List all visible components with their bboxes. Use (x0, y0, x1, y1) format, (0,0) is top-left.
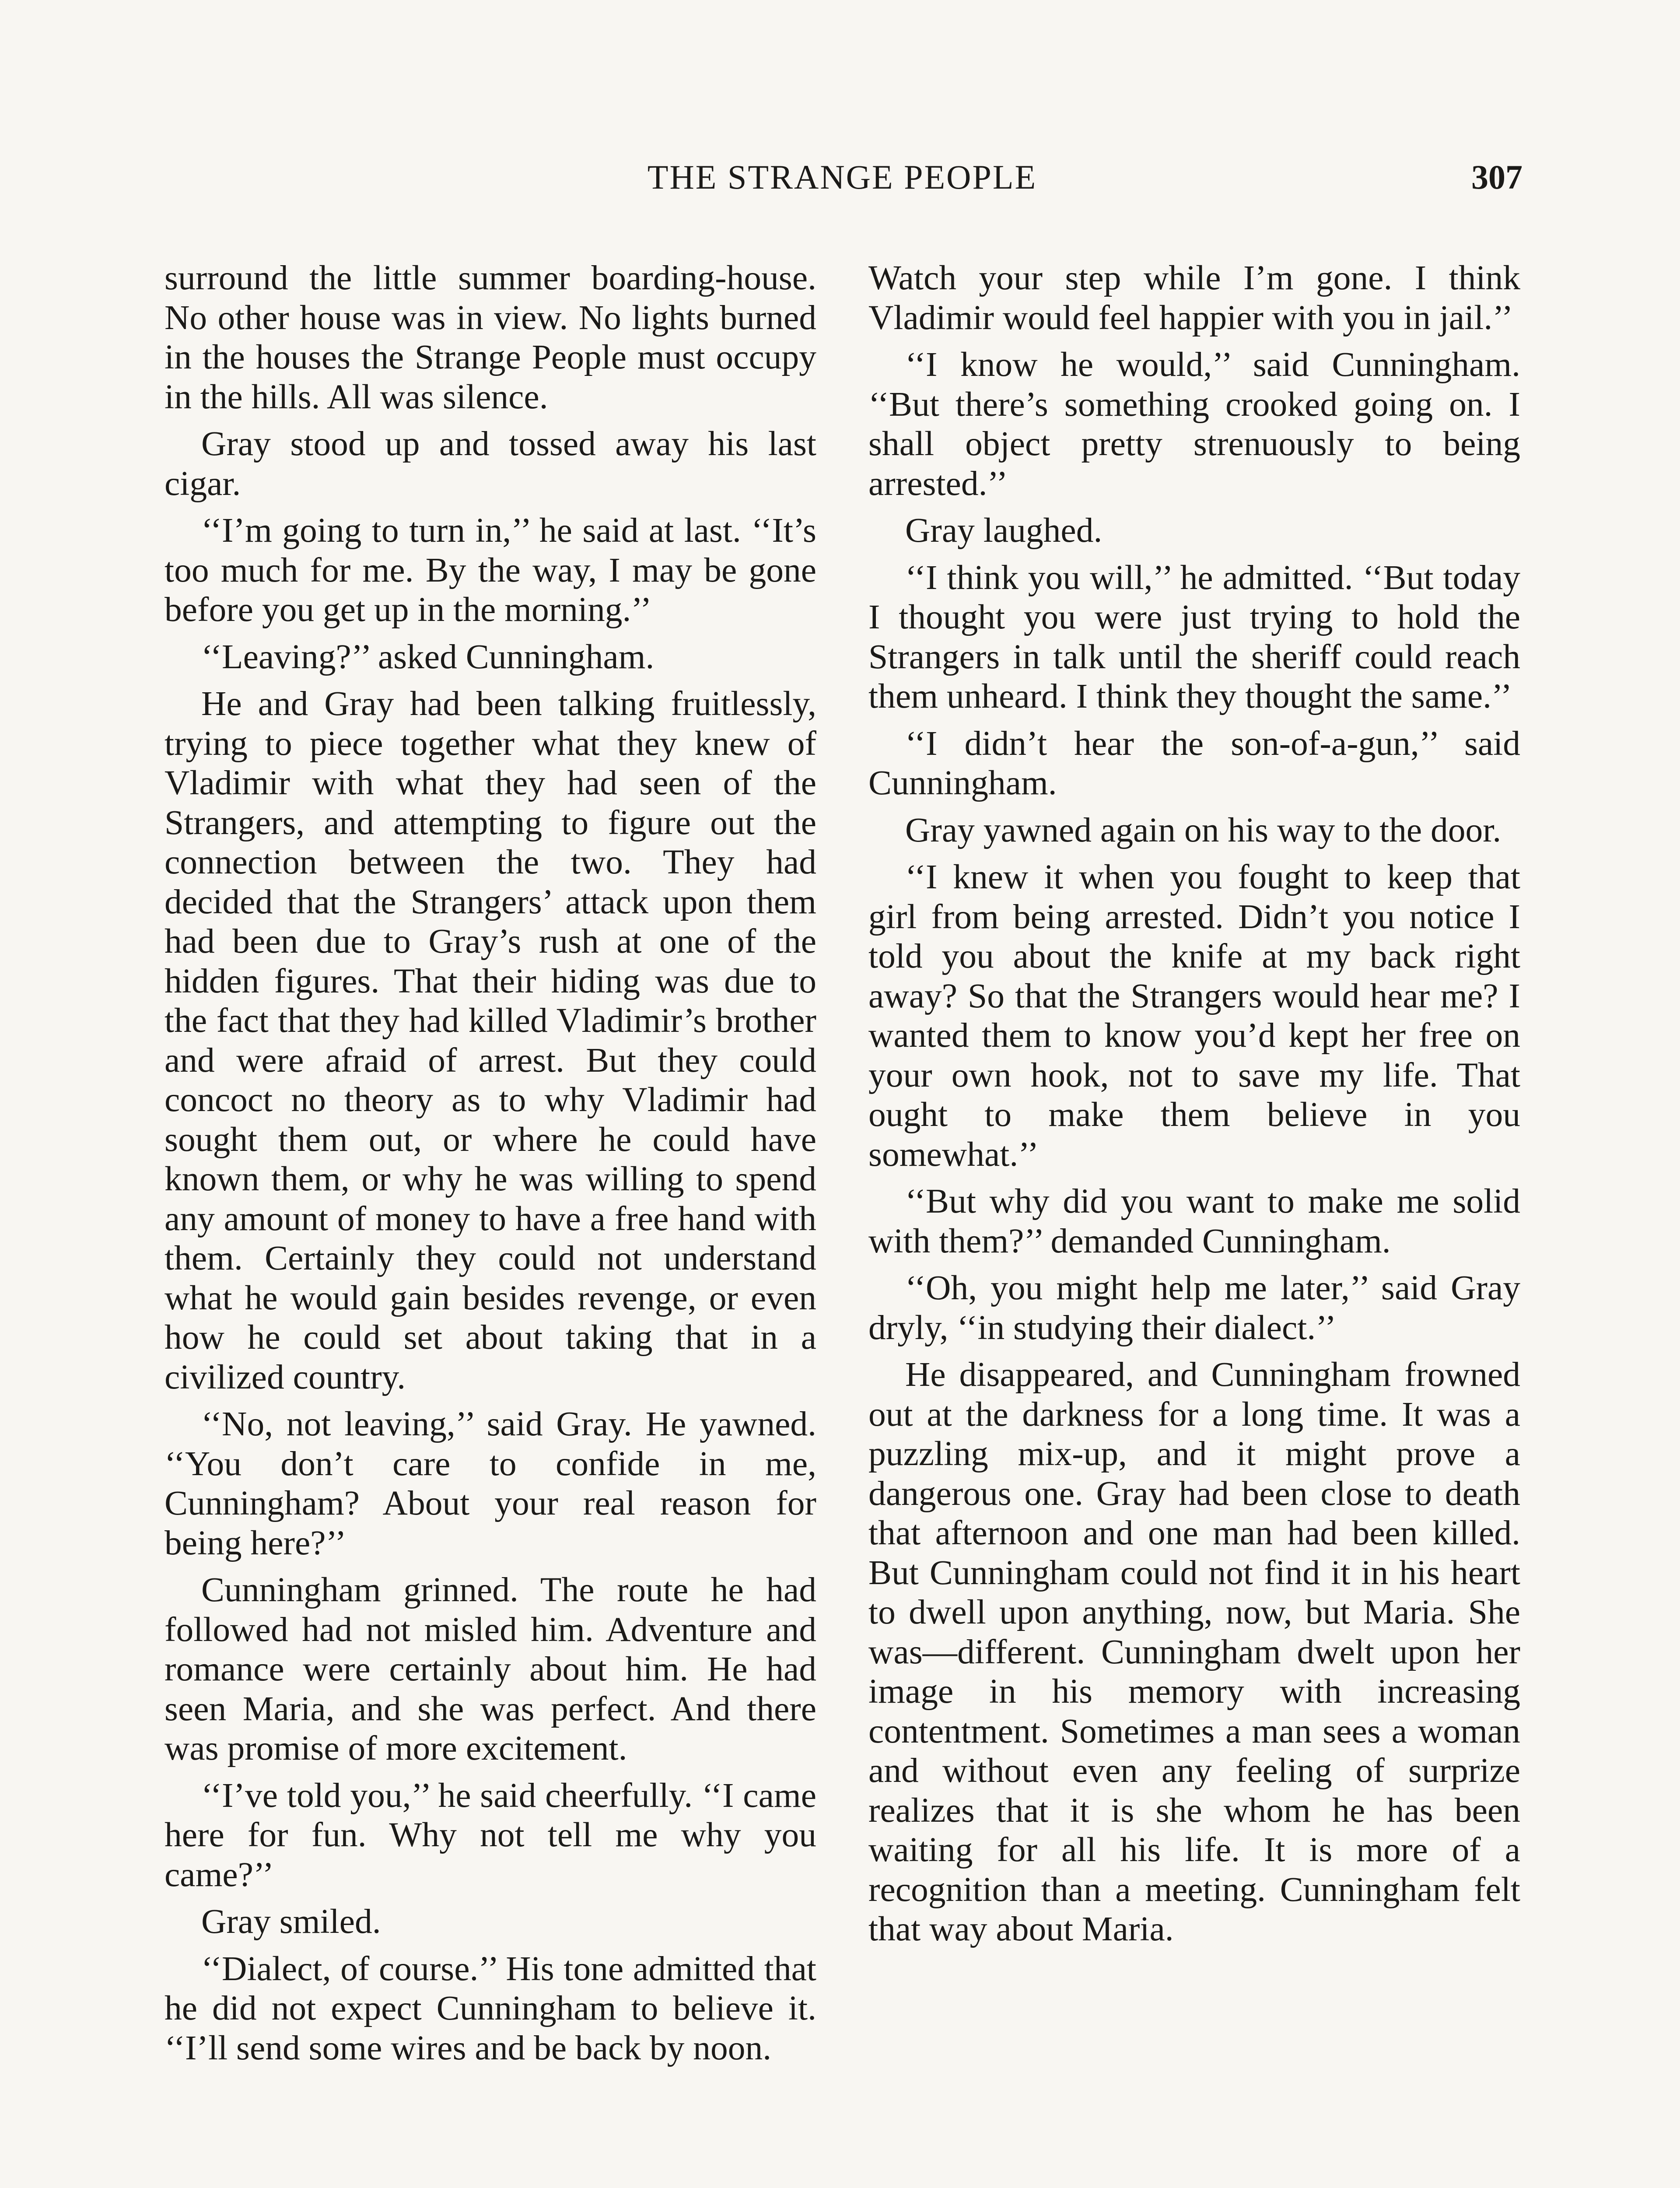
paragraph: ‘‘I’m going to turn in,’’ he said at last. ‘‘It’s too much for me. By the way, I may be gone before you get up in the morning.’’ (164, 511, 816, 629)
right-text-column (868, 258, 1520, 1957)
paragraph: ‘‘Oh, you might help me later,’’ said Gray dryly, ‘‘in studying their dialect.’’ (868, 1269, 1520, 1347)
paragraph: Gray stood up and tossed away his last cigar. (164, 424, 816, 503)
left-text-column (164, 258, 816, 2075)
paragraph: Gray yawned again on his way to the door. (905, 810, 1502, 849)
page-title: THE STRANGE PEOPLE (647, 158, 1037, 196)
page-number: 307 (1471, 158, 1522, 196)
paragraph: ‘‘No, not leaving,’’ said Gray. He yawned. ‘‘You don’t care to confide in me, Cunningham? About your real reason for being here?’’ (164, 1405, 816, 1562)
paragraph: ‘‘I didn’t hear the son-of-a-gun,’’ said Cunningham. (868, 724, 1520, 802)
paragraph: ‘‘Leaving?’’ asked Cunningham. (201, 637, 654, 676)
paragraph: He and Gray had been talking fruitlessly, trying to piece together what they knew of Vladimir with what they had seen of the Strangers, and attempting to figure out the connection between the two. They had decided that the Strangers’ attack upon them had been due to Gray’s rush at one of the hidden figures. That their hiding was due to the fact that they had killed Vladimir’s brother and were afraid of arrest. But they could concoct no theory as to why Vladimir had sought them out, or where he could have known them, or why he was willing to spend any amount of money to have a free hand with them. Certainly they could not understand what he would gain besides revenge, or even how he could set about taking that in a civilized country. (164, 684, 816, 1396)
paragraph: ‘‘I’ve told you,’’ he said cheerfully. ‘‘I came here for fun. Why not tell me why you came?’’ (164, 1776, 816, 1894)
paragraph: Cunningham grinned. The route he had followed had not misled him. Adventure and romance were certainly about him. He had seen Maria, and she was perfect. And there was promise of more excitement. (164, 1571, 816, 1767)
paragraph: ‘‘I know he would,’’ said Cunningham. ‘‘But there’s something crooked going on. I shall object pretty strenuously to being arrested.’’ (868, 345, 1520, 503)
paragraph: ‘‘Dialect, of course.’’ His tone admitted that he did not expect Cunningham to believe it. ‘‘I’ll send some wires and be back by noon. (164, 1949, 816, 2067)
paragraph: ‘‘I think you will,’’ he admitted. ‘‘But today I thought you were just trying to hold the Strangers in talk until the sheriff could reach them unheard. I think they thought the same.’’ (868, 558, 1520, 715)
paragraph: ‘‘I knew it when you fought to keep that girl from being arrested. Didn’t you notice I told you about the knife at my back right away? So that the Strangers would hear me? I wanted them to know you’d kept her free on your own hook, not to save my life. That ought to make them believe in you somewhat.’’ (868, 858, 1520, 1174)
paragraph: Gray laughed. (905, 511, 1102, 550)
paragraph: He disappeared, and Cunningham frowned out at the darkness for a long time. It was a puzzling mix-up, and it might prove a dangerous one. Gray had been close to death that afternoon and one man had been killed. But Cunningham could not find it in his heart to dwell upon anything, now, but Maria. She was—different. Cunningham dwelt upon her image in his memory with increasing contentment. Sometimes a man sees a woman and without even any feeling of surprize realizes that it is she whom he has been waiting for all his life. It is more of a recognition than a meeting. Cunningham felt that way about Maria. (868, 1355, 1520, 1948)
running-header (162, 153, 1522, 201)
paragraph: ‘‘But why did you want to make me solid with them?’’ demanded Cunningham. (868, 1182, 1520, 1260)
paragraph: Gray smiled. (201, 1902, 381, 1941)
paragraph: surround the little summer boarding-house. No other house was in view. No lights burned in the houses the Strange People must occupy in the hills. All was silence. (164, 259, 816, 416)
paragraph: Watch your step while I’m gone. I think Vladimir would feel happier with you in jail.’’ (868, 259, 1520, 337)
